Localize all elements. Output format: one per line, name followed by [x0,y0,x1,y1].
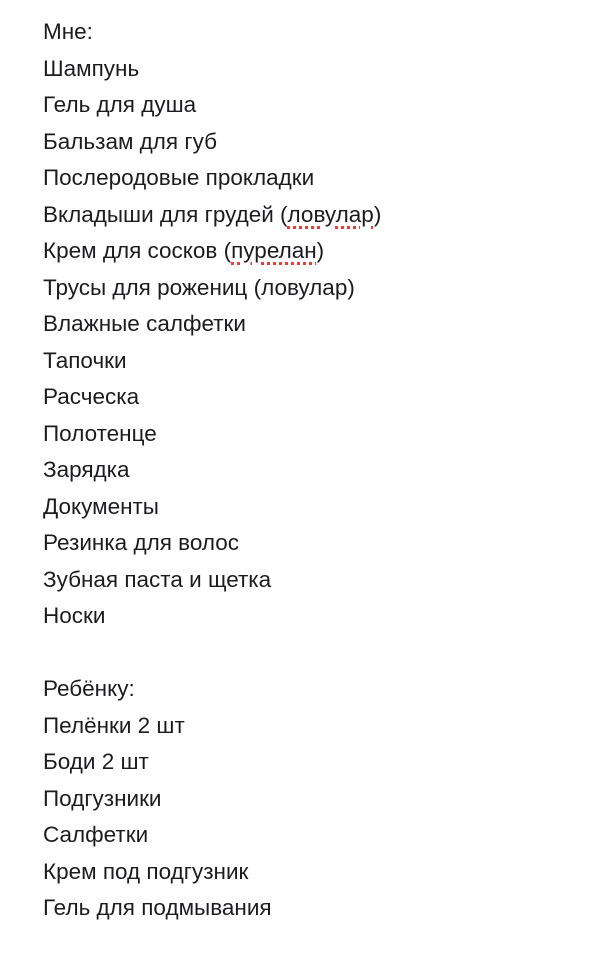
list-item: Гель для подмывания [43,895,272,920]
list-item: Тапочки [43,347,127,373]
list-item: Резинка для волос [43,530,240,555]
list-header-baby: Ребёнку: [43,676,135,701]
list-item: Салфетки [43,822,149,847]
list-item: Пелёнки 2 шт [43,712,185,738]
list-item: Расческа [43,384,140,409]
text-segment: Вкладыши для грудей ( [43,201,288,227]
list-item: Носки [43,603,106,628]
list-item: Гель для душа [43,92,197,117]
list-item: Трусы для рожениц (ловулар) [43,274,355,300]
note-body[interactable] [43,14,583,927]
list-item-nipple-cream [43,233,583,270]
text-segment: Крем для сосков ( [43,238,232,263]
list-item: Зарядка [43,457,130,482]
text-segment: ) [373,201,382,227]
text-segment: ) [316,238,325,263]
list-header-me: Мне: [43,19,93,44]
list-item: Крем под подгузник [43,858,249,884]
list-item: Документы [43,493,159,519]
list-item: Подгузники [43,785,162,811]
list-item: Влажные салфетки [43,311,246,336]
list-item: Послеродовые прокладки [43,165,315,190]
list-item: Полотенце [43,420,157,446]
list-item: Бальзам для губ [43,128,217,154]
list-item: Шампунь [43,55,140,81]
blank-line [43,635,583,672]
list-item-breast-pads [43,197,583,234]
misspelled-word[interactable]: ловулар [287,201,374,227]
list-item: Боди 2 шт [43,749,149,774]
list-item: Зубная паста и щетка [43,566,272,592]
misspelled-word[interactable]: пурелан [231,238,317,263]
